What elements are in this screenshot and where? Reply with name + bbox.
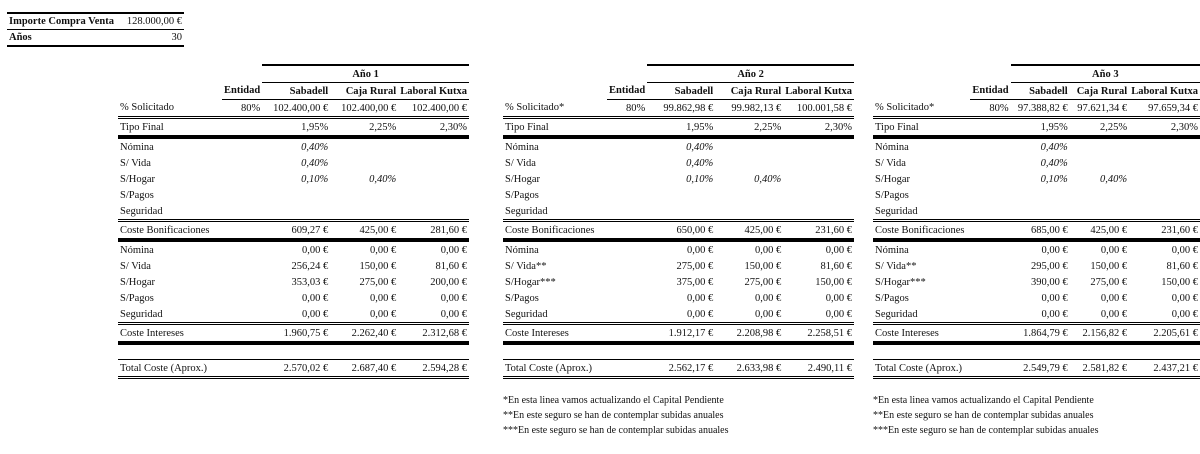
entidad-label: Entidad (970, 83, 1010, 100)
row-pct (607, 324, 647, 344)
row-pct (607, 360, 647, 378)
row-label: Seguridad (118, 203, 222, 221)
cell-value: 0,00 € (1041, 244, 1068, 256)
row-label: Seguridad (503, 306, 607, 324)
row-pct: 80% (222, 100, 262, 118)
cell-value: 0,00 € (330, 306, 398, 324)
cell-value (647, 187, 715, 203)
cell-value (1070, 155, 1129, 171)
cell-value: 1,95% (262, 118, 330, 138)
year-block (118, 64, 469, 379)
cell-value: 102.400,00 € (330, 100, 398, 118)
bank-name: Laboral Kutxa (1129, 83, 1200, 100)
bonif-row (873, 203, 1200, 221)
cell-value: 1.864,79 € (1011, 324, 1070, 344)
bank-name: Sabadell (647, 83, 715, 100)
cell-value (1011, 187, 1070, 203)
row-label: Nómina (875, 244, 909, 256)
cell-value (398, 171, 469, 187)
cell-value: 2.570,02 € (262, 360, 330, 378)
interes-row (503, 240, 854, 258)
interes-row (873, 258, 1200, 274)
row-pct: 80% (970, 100, 1010, 118)
cell-value: 2.581,82 € (1070, 360, 1129, 378)
cell-value: 0,00 € (647, 306, 715, 324)
cell-value: 2.687,40 € (330, 360, 398, 378)
cell-value: 97.621,34 € (1070, 100, 1129, 118)
cell-value: 2.262,40 € (330, 324, 398, 344)
cell-value: 97.388,82 € (1011, 100, 1070, 118)
year-block (503, 64, 854, 438)
cell-value: 275,00 € (744, 276, 782, 288)
cell-value: 0,00 € (1100, 244, 1128, 256)
year-table (873, 64, 1200, 379)
cell-value: 0,00 € (440, 244, 467, 256)
year-title-row (873, 65, 1200, 83)
cell-value: 0,10% (301, 173, 329, 185)
total-coste-row (118, 360, 469, 378)
cell-value: 425,00 € (330, 221, 398, 241)
summary-row-importe (7, 13, 184, 30)
total-coste-row (873, 360, 1200, 378)
bonif-row (118, 171, 469, 187)
coste-intereses-row (118, 324, 469, 344)
cell-value: 0,00 € (301, 244, 329, 256)
row-label: Nómina (505, 244, 539, 256)
cell-value (1070, 137, 1129, 155)
interes-row (503, 290, 854, 306)
cell-value: 2.205,61 € (1129, 324, 1200, 344)
cell-value: 0,00 € (262, 306, 330, 324)
interes-row (503, 274, 854, 290)
cell-value (783, 155, 854, 171)
cell-value: 231,60 € (1129, 221, 1200, 241)
cell-value: 2,25% (330, 118, 398, 138)
cell-value: 2.312,68 € (398, 324, 469, 344)
cell-value: 2,30% (783, 118, 854, 138)
row-label: S/ Vida** (505, 260, 547, 272)
row-label: Coste Intereses (118, 324, 222, 344)
cell-value: 0,40% (1040, 157, 1068, 169)
cell-value (330, 155, 398, 171)
row-label: Coste Bonificaciones (873, 221, 970, 241)
row-label: Nómina (120, 141, 154, 153)
row-label: Total Coste (Aprox.) (503, 360, 607, 378)
cell-value: 0,40% (1040, 141, 1068, 153)
cell-value: 2,30% (398, 118, 469, 138)
year-title-row (118, 65, 469, 83)
entidad-label: Entidad (222, 83, 262, 100)
cell-value (715, 187, 783, 203)
cell-value: 0,00 € (1100, 292, 1128, 304)
row-pct (222, 221, 262, 241)
cell-value: 0,00 € (1070, 306, 1129, 324)
cell-value: 81,60 € (820, 260, 852, 272)
cell-value (1070, 187, 1129, 203)
row-label: Seguridad (873, 203, 970, 221)
cell-value (1129, 137, 1200, 155)
coste-bonificaciones-row (503, 221, 854, 241)
cell-value: 2.156,82 € (1070, 324, 1129, 344)
row-label: S/Pagos (875, 189, 909, 201)
cell-value: 2,25% (1070, 118, 1129, 138)
bonif-row (873, 171, 1200, 187)
interes-row (873, 306, 1200, 324)
row-label: % Solicitado (118, 100, 222, 118)
bonif-row (873, 155, 1200, 171)
cell-value: 275,00 € (1090, 276, 1128, 288)
row-label: S/Hogar (120, 276, 155, 288)
tipo-final-row (503, 118, 854, 138)
interes-row (503, 258, 854, 274)
year-table (118, 64, 469, 379)
row-pct: 80% (607, 100, 647, 118)
row-pct (970, 360, 1010, 378)
bonif-row (118, 203, 469, 221)
bank-name: Caja Rural (330, 83, 398, 100)
cell-value: 2.490,11 € (783, 360, 854, 378)
footnotes (503, 393, 854, 438)
cell-value: 0,00 € (440, 292, 467, 304)
cell-value: 650,00 € (647, 221, 715, 241)
cell-value (262, 203, 330, 221)
row-pct (970, 118, 1010, 138)
cell-value: 0,00 € (825, 244, 852, 256)
cell-value: 0,00 € (1171, 244, 1198, 256)
interes-row (118, 240, 469, 258)
cell-value: 2.633,98 € (715, 360, 783, 378)
year-title: Año 1 (262, 65, 469, 83)
cell-value: 0,00 € (783, 306, 854, 324)
total-coste-row (503, 360, 854, 378)
cell-value (1129, 171, 1200, 187)
cell-value: 0,40% (1100, 173, 1128, 185)
row-label: Coste Bonificaciones (503, 221, 607, 241)
cell-value: 0,00 € (715, 306, 783, 324)
bonif-row (873, 187, 1200, 203)
cell-value (783, 203, 854, 221)
cell-value: 150,00 € (1090, 260, 1128, 272)
year-block (873, 64, 1200, 438)
cell-value: 0,40% (686, 141, 714, 153)
row-label: S/Hogar*** (505, 276, 556, 288)
row-label: Seguridad (118, 306, 222, 324)
cell-value: 150,00 € (744, 260, 782, 272)
cell-value: 81,60 € (1166, 260, 1198, 272)
cell-value: 275,00 € (676, 260, 714, 272)
cell-value: 0,00 € (1041, 292, 1068, 304)
header-row (503, 83, 854, 100)
row-label: Coste Intereses (873, 324, 970, 344)
row-label: Nómina (505, 141, 539, 153)
interes-row (873, 290, 1200, 306)
row-label: S/ Vida** (875, 260, 917, 272)
row-label: S/Pagos (505, 189, 539, 201)
cell-value: 2.562,17 € (647, 360, 715, 378)
cell-value: 102.400,00 € (262, 100, 330, 118)
bank-name: Laboral Kutxa (398, 83, 469, 100)
cell-value: 295,00 € (1030, 260, 1068, 272)
solicitado-row (118, 100, 469, 118)
footnotes (873, 393, 1200, 438)
cell-value: 0,00 € (398, 306, 469, 324)
cell-value (1129, 203, 1200, 221)
row-label: Total Coste (Aprox.) (118, 360, 222, 378)
row-label: S/Hogar (875, 173, 910, 185)
year-title-row (503, 65, 854, 83)
summary-table (7, 12, 184, 47)
bonif-row (503, 203, 854, 221)
coste-bonificaciones-row (118, 221, 469, 241)
row-label: S/ Vida (120, 157, 151, 169)
row-label: Coste Intereses (503, 324, 607, 344)
cell-value: 81,60 € (435, 260, 467, 272)
cell-value: 685,00 € (1011, 221, 1070, 241)
cell-value: 99.862,98 € (647, 100, 715, 118)
cell-value (398, 155, 469, 171)
row-label: Total Coste (Aprox.) (873, 360, 970, 378)
row-label: S/Hogar (120, 173, 155, 185)
cell-value: 353,03 € (291, 276, 329, 288)
row-label: S/ Vida (875, 157, 906, 169)
row-label: Nómina (875, 141, 909, 153)
bank-name: Caja Rural (1070, 83, 1129, 100)
bank-name: Sabadell (1011, 83, 1070, 100)
cell-value: 150,00 € (1161, 276, 1198, 288)
cell-value: 0,00 € (369, 292, 397, 304)
header-row (118, 83, 469, 100)
cell-value: 0,00 € (301, 292, 329, 304)
bonif-row (118, 137, 469, 155)
importe-label: Importe Compra Venta (7, 13, 120, 30)
cell-value: 2.549,79 € (1011, 360, 1070, 378)
cell-value (1129, 155, 1200, 171)
cell-value: 0,00 € (686, 292, 714, 304)
interes-row (118, 290, 469, 306)
cell-value: 99.982,13 € (715, 100, 783, 118)
cell-value: 200,00 € (430, 276, 467, 288)
importe-value: 128.000,00 € (120, 13, 184, 30)
row-pct (970, 221, 1010, 241)
row-label: Seguridad (873, 306, 970, 324)
footnote: *En esta linea vamos actualizando el Capital Pendiente (503, 395, 724, 406)
cell-value: 102.400,00 € (398, 100, 469, 118)
cell-value: 2.208,98 € (715, 324, 783, 344)
footnote: ***En este seguro se han de contemplar subidas anuales (503, 425, 729, 436)
year-table (503, 64, 854, 379)
footnote: **En este seguro se han de contemplar subidas anuales (503, 410, 724, 421)
row-label: Seguridad (503, 203, 607, 221)
row-label: Nómina (120, 244, 154, 256)
row-label: % Solicitado* (503, 100, 607, 118)
cell-value (398, 187, 469, 203)
row-label: Tipo Final (873, 118, 970, 138)
cell-value (783, 171, 854, 187)
summary-row-anos (7, 30, 184, 47)
cell-value: 100.001,58 € (783, 100, 854, 118)
bank-name: Laboral Kutxa (783, 83, 854, 100)
cell-value: 0,10% (686, 173, 714, 185)
cell-value: 425,00 € (715, 221, 783, 241)
cell-value (330, 203, 398, 221)
bonif-row (503, 137, 854, 155)
cell-value: 1.912,17 € (647, 324, 715, 344)
header-row (873, 83, 1200, 100)
cell-value: 609,27 € (262, 221, 330, 241)
cell-value (1070, 203, 1129, 221)
cell-value: 2,25% (715, 118, 783, 138)
row-label: Tipo Final (118, 118, 222, 138)
row-pct (607, 221, 647, 241)
cell-value: 2.594,28 € (398, 360, 469, 378)
interes-row (118, 258, 469, 274)
row-label: S/Pagos (120, 189, 154, 201)
cell-value (715, 137, 783, 155)
row-pct (222, 360, 262, 378)
entidad-label: Entidad (607, 83, 647, 100)
bank-name: Caja Rural (715, 83, 783, 100)
bonif-row (503, 155, 854, 171)
row-pct (970, 324, 1010, 344)
year-title: Año 2 (647, 65, 854, 83)
interes-row (503, 306, 854, 324)
bonif-row (118, 155, 469, 171)
cell-value: 0,00 € (825, 292, 852, 304)
coste-intereses-row (873, 324, 1200, 344)
cell-value (398, 137, 469, 155)
footnote: **En este seguro se han de contemplar subidas anuales (873, 410, 1094, 421)
cell-value: 0,40% (754, 173, 782, 185)
solicitado-row (873, 100, 1200, 118)
row-label: Coste Bonificaciones (118, 221, 222, 241)
row-pct (222, 118, 262, 138)
coste-intereses-row (503, 324, 854, 344)
anos-value: 30 (120, 30, 184, 47)
cell-value (715, 203, 783, 221)
cell-value: 0,40% (301, 157, 329, 169)
footnote: *En esta linea vamos actualizando el Capital Pendiente (873, 395, 1094, 406)
bonif-row (503, 187, 854, 203)
cell-value: 425,00 € (1070, 221, 1129, 241)
cell-value (330, 137, 398, 155)
row-pct (222, 324, 262, 344)
cell-value (330, 187, 398, 203)
coste-bonificaciones-row (873, 221, 1200, 241)
cell-value: 275,00 € (359, 276, 397, 288)
bank-name: Sabadell (262, 83, 330, 100)
anos-label: Años (7, 30, 120, 47)
cell-value: 375,00 € (676, 276, 714, 288)
cell-value: 256,24 € (291, 260, 329, 272)
cell-value (783, 187, 854, 203)
cell-value: 0,00 € (754, 244, 782, 256)
cell-value: 1,95% (1011, 118, 1070, 138)
cell-value: 2.258,51 € (783, 324, 854, 344)
cell-value (262, 187, 330, 203)
footnote: ***En este seguro se han de contemplar subidas anuales (873, 425, 1099, 436)
tipo-final-row (873, 118, 1200, 138)
cell-value: 0,00 € (1171, 292, 1198, 304)
cell-value: 2.437,21 € (1129, 360, 1200, 378)
bonif-row (503, 171, 854, 187)
interes-row (873, 240, 1200, 258)
cell-value (647, 203, 715, 221)
row-label: S/ Vida (505, 157, 536, 169)
cell-value (1129, 187, 1200, 203)
cell-value (783, 137, 854, 155)
cell-value: 1.960,75 € (262, 324, 330, 344)
cell-value: 97.659,34 € (1129, 100, 1200, 118)
interes-row (873, 274, 1200, 290)
year-title: Año 3 (1011, 65, 1200, 83)
cell-value: 0,00 € (1129, 306, 1200, 324)
row-label: S/Pagos (120, 292, 154, 304)
cell-value: 0,10% (1040, 173, 1068, 185)
cell-value: 0,40% (369, 173, 397, 185)
cell-value: 231,60 € (783, 221, 854, 241)
row-label: Tipo Final (503, 118, 607, 138)
row-pct (607, 118, 647, 138)
row-label: S/Hogar*** (875, 276, 926, 288)
cell-value (1011, 203, 1070, 221)
cell-value: 150,00 € (359, 260, 397, 272)
row-label: S/Hogar (505, 173, 540, 185)
row-label: % Solicitado* (873, 100, 970, 118)
interes-row (118, 274, 469, 290)
cell-value: 390,00 € (1030, 276, 1068, 288)
solicitado-row (503, 100, 854, 118)
cell-value: 0,40% (686, 157, 714, 169)
cell-value: 0,40% (301, 141, 329, 153)
cell-value: 0,00 € (754, 292, 782, 304)
cell-value (715, 155, 783, 171)
cell-value: 1,95% (647, 118, 715, 138)
cell-value (398, 203, 469, 221)
row-label: S/ Vida (120, 260, 151, 272)
tipo-final-row (118, 118, 469, 138)
cell-value: 0,00 € (369, 244, 397, 256)
row-label: S/Pagos (875, 292, 909, 304)
row-label: S/Pagos (505, 292, 539, 304)
cell-value: 150,00 € (815, 276, 852, 288)
cell-value: 2,30% (1129, 118, 1200, 138)
interes-row (118, 306, 469, 324)
cell-value: 281,60 € (398, 221, 469, 241)
cell-value: 0,00 € (1011, 306, 1070, 324)
cell-value: 0,00 € (686, 244, 714, 256)
bonif-row (873, 137, 1200, 155)
bonif-row (118, 187, 469, 203)
